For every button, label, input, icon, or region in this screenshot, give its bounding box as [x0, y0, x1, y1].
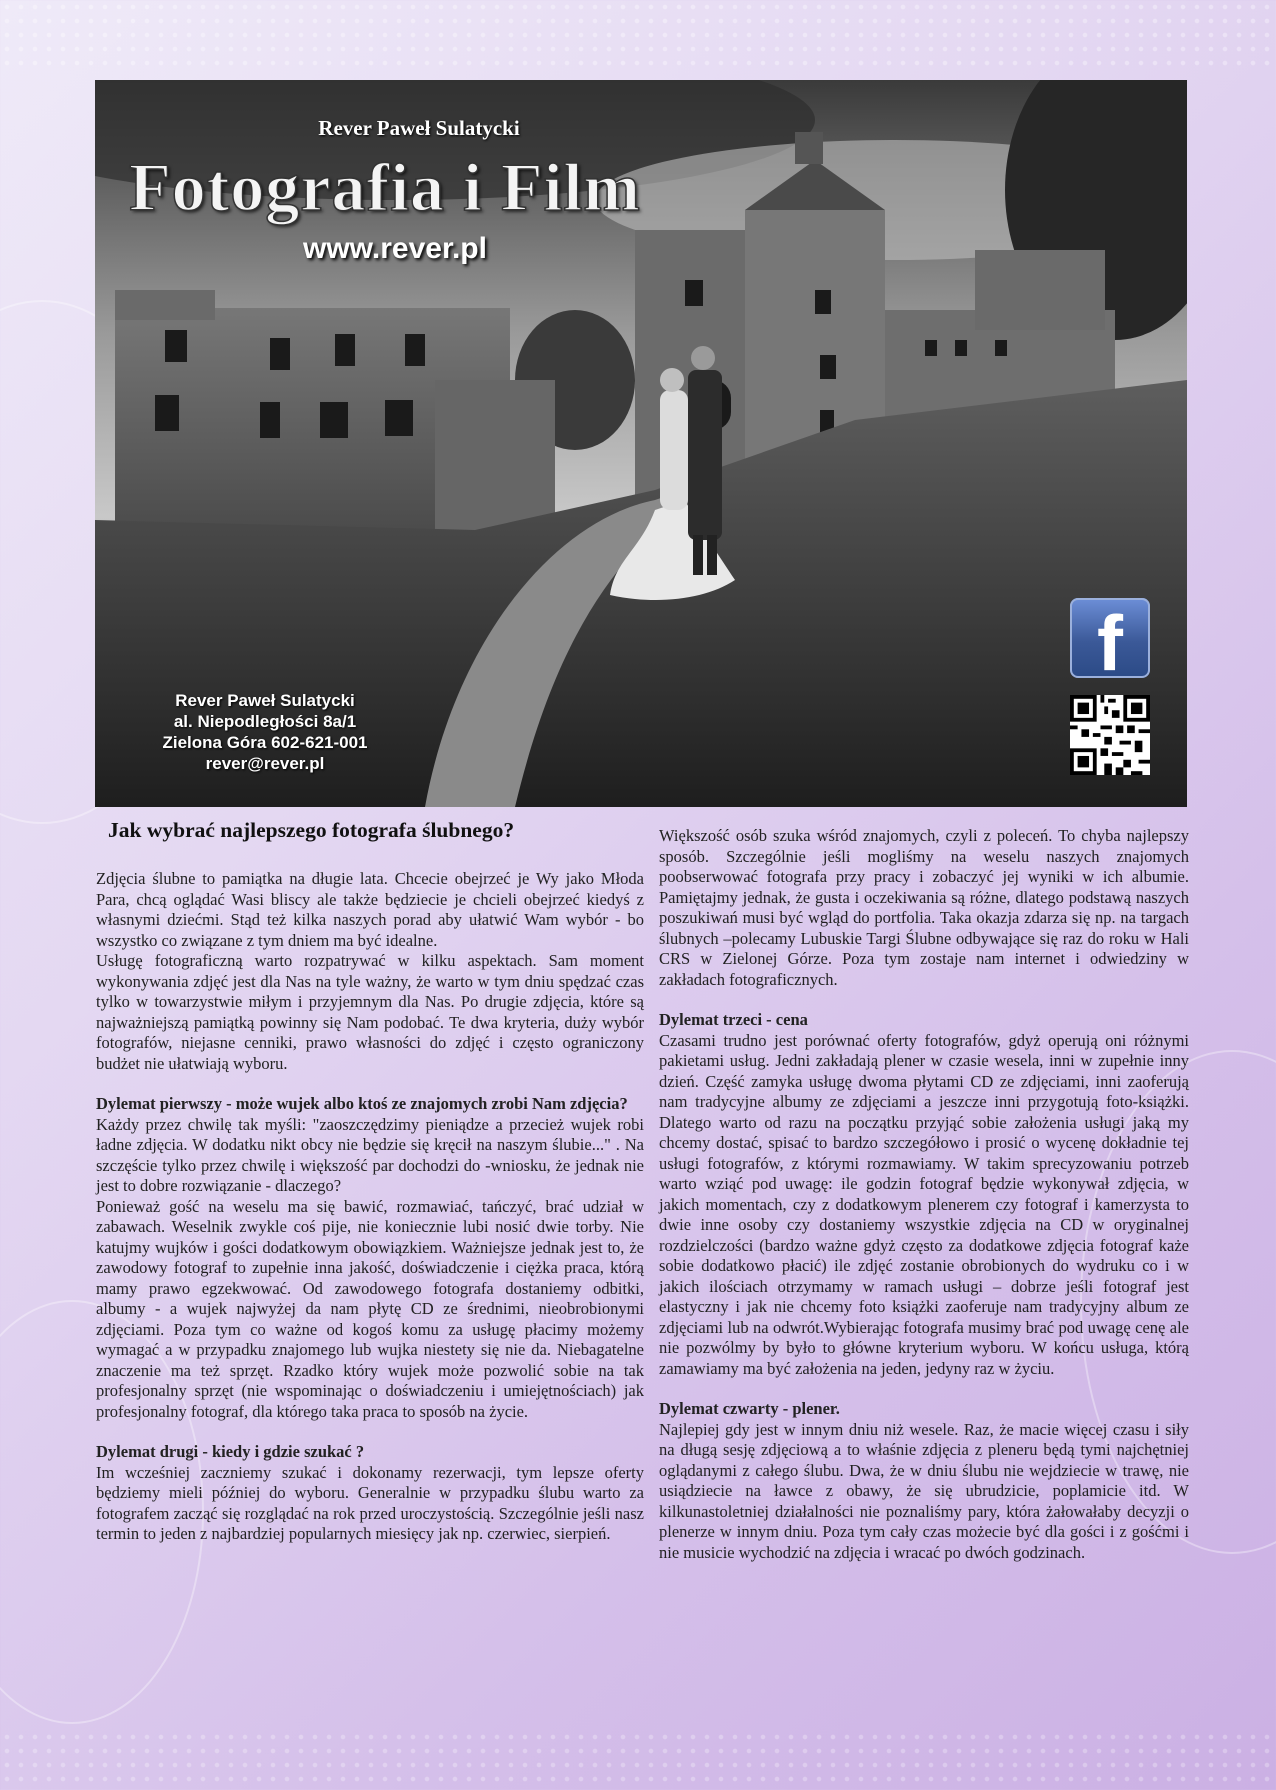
section-paragraph: Każdy przez chwilę tak myśli: "zaoszczędzimy pieniądze a przecież wujek robi ładne zdjęcia. W dodatku nikt obcy nie będzie się kręcił na naszym ślubie..." . Na szczęście tylko przez chwilę i większość par dochodzi do -wniosku, że jednak nie jest to dobre rozwiązanie - dlaczego? [96, 1114, 644, 1195]
section-heading: Dylemat czwarty - plener. [659, 1399, 840, 1418]
article-column-left [96, 869, 644, 1545]
contact-address: al. Niepodległości 8a/1 [173, 712, 357, 731]
article-title: Jak wybrać najlepszego fotografa ślubnego? [108, 818, 515, 842]
contact-name: Rever Paweł Sulatycki [175, 691, 355, 710]
website-link[interactable]: www.rever.pl [303, 232, 487, 265]
brand-name-small: Rever Paweł Sulatycki [318, 116, 520, 140]
brand-headline: Fotografia i Film [129, 149, 641, 225]
contact-city-phone: Zielona Góra 602-621-001 [162, 733, 368, 752]
section-paragraph: Ponieważ gość na weselu ma się bawić, rozmawiać, tańczyć, brać udział w zabawach. Weselnik zwykle coś pije, nie koniecznie lubi nosić dwie torby. Nie katujmy wujków i gości dodatkowym obowiązkiem. Ważniejsze jednak jest to, że zawodowy fotograf to zupełnie inna jakość, doświadczenie i ciężka praca, którą mamy prawo egzekwować. Od zawodowego fotografa dostaniemy odbitki, albumy - a wujek najwyżej da nam płytę CD ze średnimi, nieobrobionymi zdjęciami. Poza tym co ważne od kogoś komu za usługę płacimy możemy wymagać a w przypadku znajomego lub wujka niestety się nie da. Niebagatelne znaczenie ma też sprzęt. Rzadko który wujek może pozwolić sobie na tak profesjonalny sprzęt (nie wspominając o doświadczeniu i umiejętnościach) jak profesjonalny fotograf, dla którego taka praca to sposób na życie. [96, 1196, 644, 1421]
qr-code-pattern [1070, 695, 1150, 775]
decorative-dots-top [0, 0, 1276, 70]
section-paragraph: Czasami trudno jest porównać oferty fotografów, gdyż operują oni różnymi pakietami usług. Jedni zakładają plener w czasie wesela, inni w zupełnie inny dzień. Część zamyka usługę dwoma płytami CD ze zdjęciami, inni zaoferują nam tradycyjne albumy ze zdjęciami a jeszcze inni przygotują foto-książki. Dlatego warto od razu na początku przyjąć sobie założenia usługi jaką my chcemy dostać, spisać to bardzo szczegółowo i prosić o wycenę dokładnie tej usługi fotografów, z którymi rozmawiamy. W takim sprecyzowaniu potrzeb warto wziąć pod uwagę: ile godzin fotograf będzie wykonywał zdjęcia, w jakich momentach, czy z dodatkowym plenerem czy fotograf i kamerzysta to dwie inne osoby czy dostaniemy wszystkie zdjęcia na CD w oryginalnej rozdzielczości (bardzo ważne gdyż często za dodatkowe zdjęcia fotograf każe sobie dodatkowo płacić) ile zdjęć zostanie obrobionych do wydruku co i w jakich ilościach otrzymamy w ramach usługi – dobrze jeśli fotograf jest elastyczny i jak nie chcemy foto książki zaoferuje nam tradycyjny album ze zdjęciami lub na odwrót.Wybierając fotografa musimy brać pod uwagę cenę ale nie pozwólmy by było to główne kryterium wyboru. W końcu usługa, którą zamawiamy ma być założenia na jeden, jedyny raz w życiu. [659, 1030, 1189, 1378]
section-heading: Dylemat drugi - kiedy i gdzie szukać ? [96, 1442, 365, 1461]
section-paragraph: Im wcześniej zaczniemy szukać i dokonamy rezerwacji, tym lepsze oferty będziemy mieli później do wyboru. Generalnie w przypadku ślubu warto za fotografem zacząć się rozglądać na rok przed uroczystością. Szczególnie jeśli nasz termin to jeden z najbardziej popularnych miesięcy jak np. czerwiec, sierpień. [96, 1462, 644, 1543]
decorative-dots-bottom [0, 1730, 1276, 1790]
intro-paragraph: Usługę fotograficzną warto rozpatrywać w kilku aspektach. Sam moment wykonywania zdjęć jest dla Nas na tyle ważny, że warto w tym dniu spędzać czas tylko w towarzystwie miłym i przyjemnym dla Nas. Po drugie zdjęcia, które są najważniejszą pamiątką powinny się Nam podobać. Te dwa kryteria, duży wybór fotografów, niejasne cenniki, prawo własności do zdjęć i często ograniczony budżet nie ułatwiają wyboru. [96, 951, 644, 1073]
facebook-icon[interactable]: f [1070, 598, 1150, 678]
section-paragraph: Najlepiej gdy jest w innym dniu niż wesele. Raz, że macie więcej czasu i siły na długą sesję zdjęciową a to właśnie zdjęcia z pleneru będą tymi najchętniej oglądanymi z całego ślubu. Dwa, że w dniu ślubu nie wejdziecie w trawę, nie usiądziecie na ławce z obawy, że się ubrudzicie, poplamicie itd. W kilkunastoletniej działalności nie poznaliśmy pary, która żałowałaby decyzji o plenerze w innym dniu. Poza tym cały czas możecie być dla gości i z gośćmi i nie musicie wychodzić na zdjęcia i wracać po dwóch godzinach. [659, 1419, 1189, 1562]
section-paragraph: Większość osób szuka wśród znajomych, czyli z poleceń. To chyba najlepszy sposób. Szczególnie jeśli mogliśmy na weselu naszych znajomych poobserwować fotografa przy pracy i zobaczyć jej wyniki w ich albumie. Pamiętajmy jednak, że gusta i oczekiwania są różne, dlatego podstawą naszych poszukiwań musi być wgląd do portfolia. Taka okazja zdarza się np. na targach ślubnych –polecamy Lubuskie Targi Ślubne odbywające się raz do roku w Hali CRS w Zielonej Górze. Poza tym zostaje nam internet i odwiedziny w zakładach fotograficznych. [659, 826, 1189, 989]
section-heading: Dylemat pierwszy - może wujek albo ktoś ze znajomych zrobi Nam zdjęcia? [96, 1094, 628, 1113]
advertisement-photo [95, 80, 1187, 807]
qr-code-icon[interactable] [1070, 695, 1150, 775]
article-column-right [659, 826, 1189, 1563]
intro-paragraph: Zdjęcia ślubne to pamiątka na długie lata. Chcecie obejrzeć je Wy jako Młoda Para, chcą oglądać Wasi bliscy ale także będziecie je chcieli obejrzeć kiedyś z własnymi dziećmi. Stąd też kilka naszych porad aby ułatwić Wam wybór - bo wszystko co związane z tym dniem ma być idealne. [96, 869, 644, 950]
contact-block [125, 690, 405, 774]
section-heading: Dylemat trzeci - cena [659, 1010, 808, 1029]
contact-email[interactable]: rever@rever.pl [205, 754, 325, 773]
